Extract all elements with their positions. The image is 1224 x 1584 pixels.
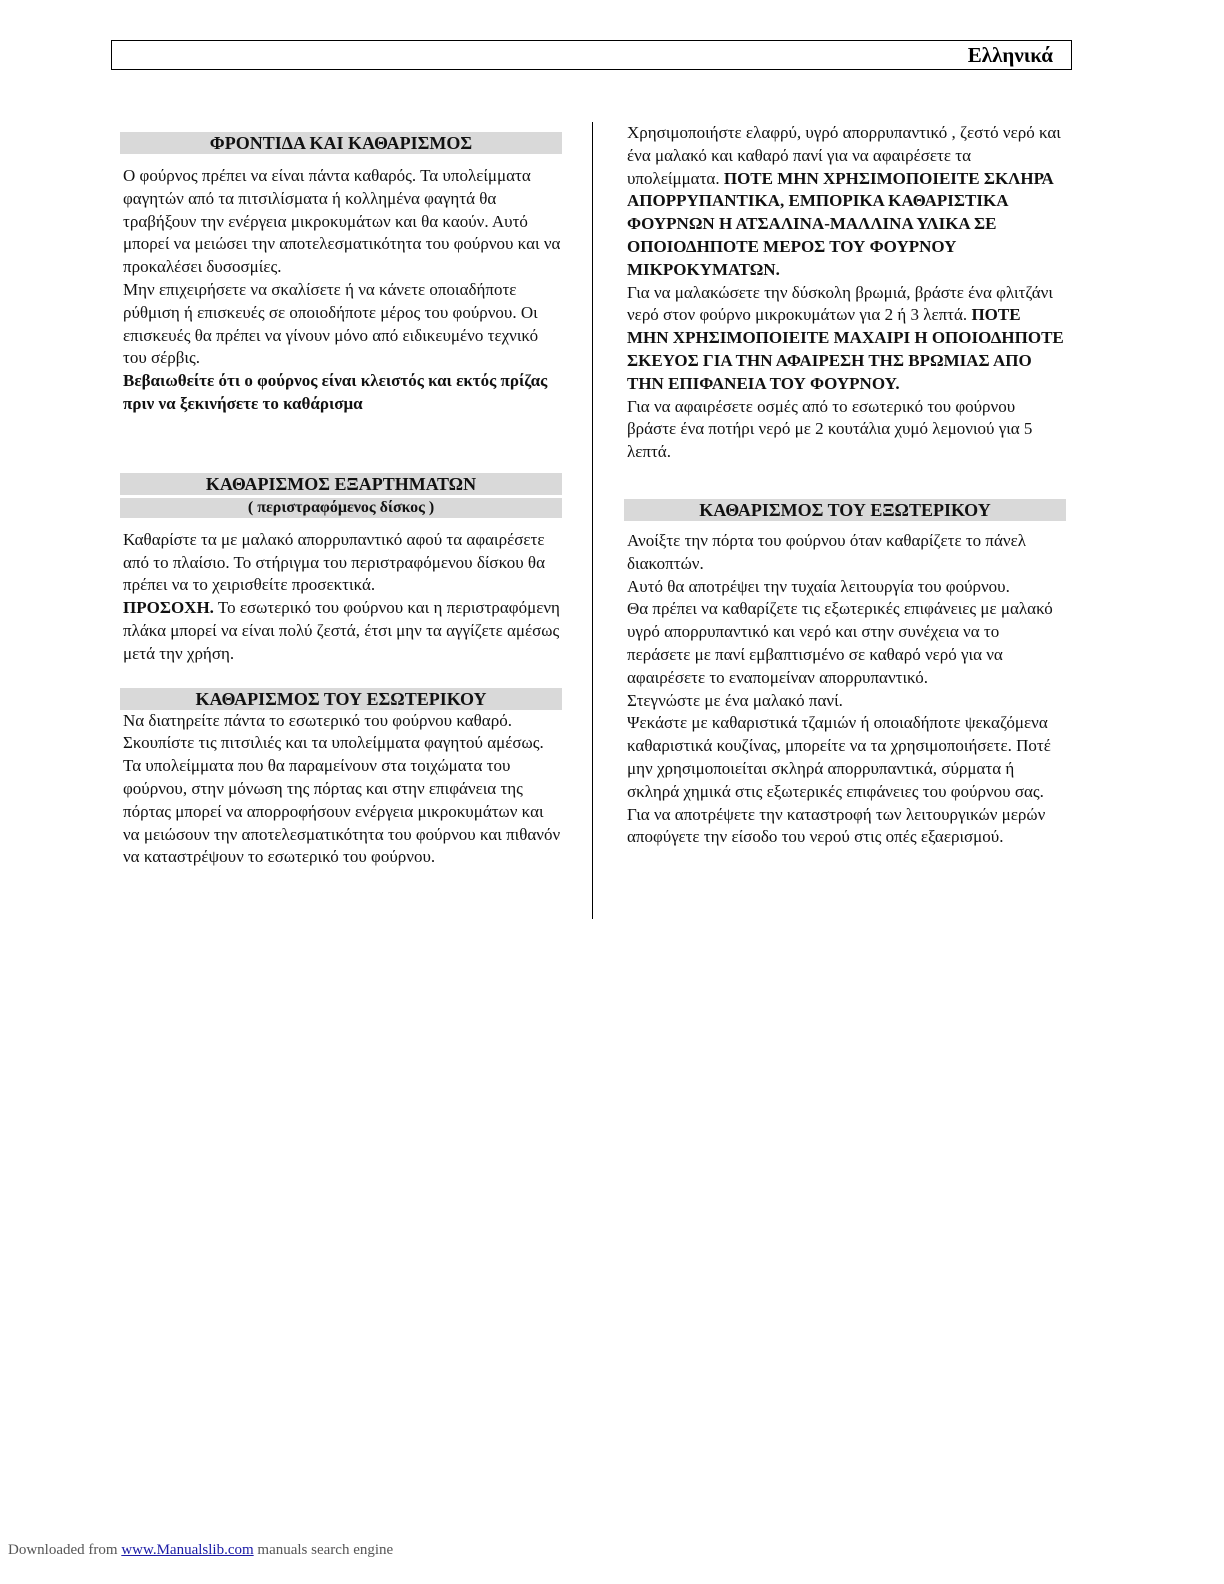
exterior-paragraph-5: Ψεκάστε με καθαριστικά τζαμιών ή οποιαδήποτε ψεκαζόμενα καθαριστικά κουζίνας, μπορείτε να τα χρησιμοποιήσετε. Ποτέ μην χρησιμοποιείται σκληρά απορρυπαντικά, σύρματα ή σκληρά χημικά στις εξωτερικές επιφάνειες του φούρνου σας. Για να αποτρέψετε την καταστροφή των λειτουργικών μερών αποφύγετε την είσοδο του νερού στις οπές εξαερισμού. xyxy=(627,713,1051,847)
care-paragraph-2: Μην επιχειρήσετε να σκαλίσετε ή να κάνετε οποιαδήποτε ρύθμιση ή επισκευές σε οποιοδήποτε μέρος του φούρνου. Οι επισκευές θα πρέπει να γίνουν μόνο από ειδικευμένο τεχνικό του σέρβις. xyxy=(123,279,539,368)
care-warning-text: Βεβαιωθείτε ότι ο φούρνος είναι κλειστός και εκτός πρίζας πριν να ξεκινήσετε το καθάρισμα xyxy=(123,371,548,413)
interior-paragraph-1: Να διατηρείτε πάντα το εσωτερικό του φούρνου καθαρό. Σκουπίστε τις πιτσιλιές και τα υπολείμματα φαγητού αμέσως. Τα υπολείμματα που θα παραμείνουν στα τοιχώματα του φούρνου, στην μόνωση της πόρτας και στην επιφάνεια της πόρτας μπορεί να απορροφήσουν ενέργεια μικροκυμάτων και να μειώσουν την αποτελεσματικότητα του φούρνου και πιθανόν να καταστρέψουν το εσωτερικό του φούρνου. xyxy=(123,710,561,867)
interior-cont-warning-1: ΠΟΤΕ ΜΗΝ ΧΡΗΣΙΜΟΠΟΙΕΙΤΕ ΣΚΛΗΡΑ ΑΠΟΡΡΥΠΑΝΤΙΚΑ, ΕΜΠΟΡΙΚΑ ΚΑΘΑΡΙΣΤΙΚΑ ΦΟΥΡΝΩΝ Η ΑΤΣΑΛΙΝΑ-ΜΑΛΛΙΝΑ ΥΛΙΚΑ ΣΕ ΟΠΟΙΟΔΗΠΟΤΕ ΜΕΡΟΣ ΤΟΥ ΦΟΥΡΝΟΥ ΜΙΚΡΟΚΥΜΑΤΩΝ. xyxy=(627,168,1053,279)
right-column xyxy=(624,122,1066,849)
language-label: Ελληνικά xyxy=(967,43,1053,67)
footer-prefix: Downloaded from xyxy=(8,1542,122,1558)
interior-cont-text-2: Για να μαλακώσετε την δύσκολη βρωμιά, βράστε ένα φλιτζάνι νερό στον φούρνο μικροκυμάτων για 2 ή 3 λεπτά. xyxy=(627,282,1053,325)
exterior-paragraph-4: Στεγνώστε με ένα μαλακό πανί. xyxy=(627,690,843,710)
page-header xyxy=(111,40,1072,70)
care-paragraph-1: Ο φούρνος πρέπει να είναι πάντα καθαρός. Τα υπολείμματα φαγητών από τα πιτσιλίσματα ή κολλημένα φαγητά θα τραβήξουν την ενέργεια μικροκυμάτων και θα καούν. Αυτό μπορεί να μειώσει την αποτελεσματικότητα του φούρνου και να προκαλέσει δυσοσμίες. xyxy=(123,166,561,277)
left-column xyxy=(120,122,562,869)
interior-cont-text-1: Χρησιμοποιήστε ελαφρύ, υγρό απορρυπαντικό , ζεστό νερό και ένα μαλακό και καθαρό πανί για να αφαιρέσετε τα υπολείμματα. xyxy=(627,123,1061,188)
manualslib-link[interactable]: www.Manualslib.com xyxy=(121,1542,254,1558)
exterior-paragraph-1: Ανοίξτε την πόρτα του φούρνου όταν καθαρίζετε το πάνελ διακοπτών. xyxy=(627,530,1026,573)
download-footer xyxy=(8,1542,393,1559)
interior-cont-paragraph-2 xyxy=(624,282,1066,396)
accessories-paragraph-2 xyxy=(120,597,562,665)
care-section-title: ΦΡΟΝΤΙΔΑ ΚΑΙ ΚΑΘΑΡΙΣΜΟΣ xyxy=(120,132,562,154)
interior-cont-paragraph-1 xyxy=(624,122,1066,282)
interior-cont-warning-2: ΠΟΤΕ ΜΗΝ ΧΡΗΣΙΜΟΠΟΙΕΙΤΕ ΜΑΧΑΙΡΙ Η ΟΠΟΙΟΔΗΠΟΤΕ ΣΚΕΥΟΣ ΓΙΑ ΤΗΝ ΑΦΑΙΡΕΣΗ ΤΗΣ ΒΡΩΜΙΑΣ ΑΠΟ ΤΗΝ ΕΠΙΦΑΝΕΙΑ ΤΟΥ ΦΟΥΡΝΟΥ. xyxy=(627,305,1064,393)
care-paragraph-3 xyxy=(120,370,562,416)
caution-label: ΠΡΟΣΟΧΗ. xyxy=(123,598,214,618)
caution-text: Το εσωτερικό του φούρνου και η περιστραφόμενη πλάκα μπορεί να είναι πολύ ζεστά, έτσι μην τα αγγίζετε αμέσως μετά την χρήση. xyxy=(123,598,560,663)
exterior-paragraph-3: Θα πρέπει να καθαρίζετε τις εξωτερικές επιφάνειες με μαλακό υγρό απορρυπαντικό και νερό και στην συνέχεια να το περάσετε με πανί εμβαπτισμένο σε καθαρό νερό για να αφαιρέσετε το εναπομείναν απορρυπαντικό. xyxy=(627,599,1053,687)
accessories-paragraph-1: Καθαρίστε τα με μαλακό απορρυπαντικό αφού τα αφαιρέσετε από το πλαίσιο. Το στήριγμα του περιστραφόμενου δίσκου θα πρέπει να το χειρισθείτε προσεκτικά. xyxy=(123,529,545,595)
column-divider xyxy=(592,122,593,919)
accessories-section-subtitle: ( περιστραφόμενος δίσκος ) xyxy=(120,498,562,518)
exterior-paragraph-2: Αυτό θα αποτρέψει την τυχαία λειτουργία του φούρνου. xyxy=(627,576,1010,596)
interior-section-title: ΚΑΘΑΡΙΣΜΟΣ ΤΟΥ ΕΣΩΤΕΡΙΚΟΥ xyxy=(120,688,562,710)
footer-suffix: manuals search engine xyxy=(253,1542,394,1558)
accessories-section-title: ΚΑΘΑΡΙΣΜΟΣ ΕΞΑΡΤΗΜΑΤΩΝ xyxy=(120,473,562,495)
exterior-section-title: ΚΑΘΑΡΙΣΜΟΣ ΤΟΥ ΕΞΩΤΕΡΙΚΟΥ xyxy=(624,499,1066,521)
interior-cont-paragraph-3: Για να αφαιρέσετε οσμές από το εσωτερικό του φούρνου βράστε ένα ποτήρι νερό με 2 κουτάλια χυμό λεμονιού για 5 λεπτά. xyxy=(627,396,1033,462)
